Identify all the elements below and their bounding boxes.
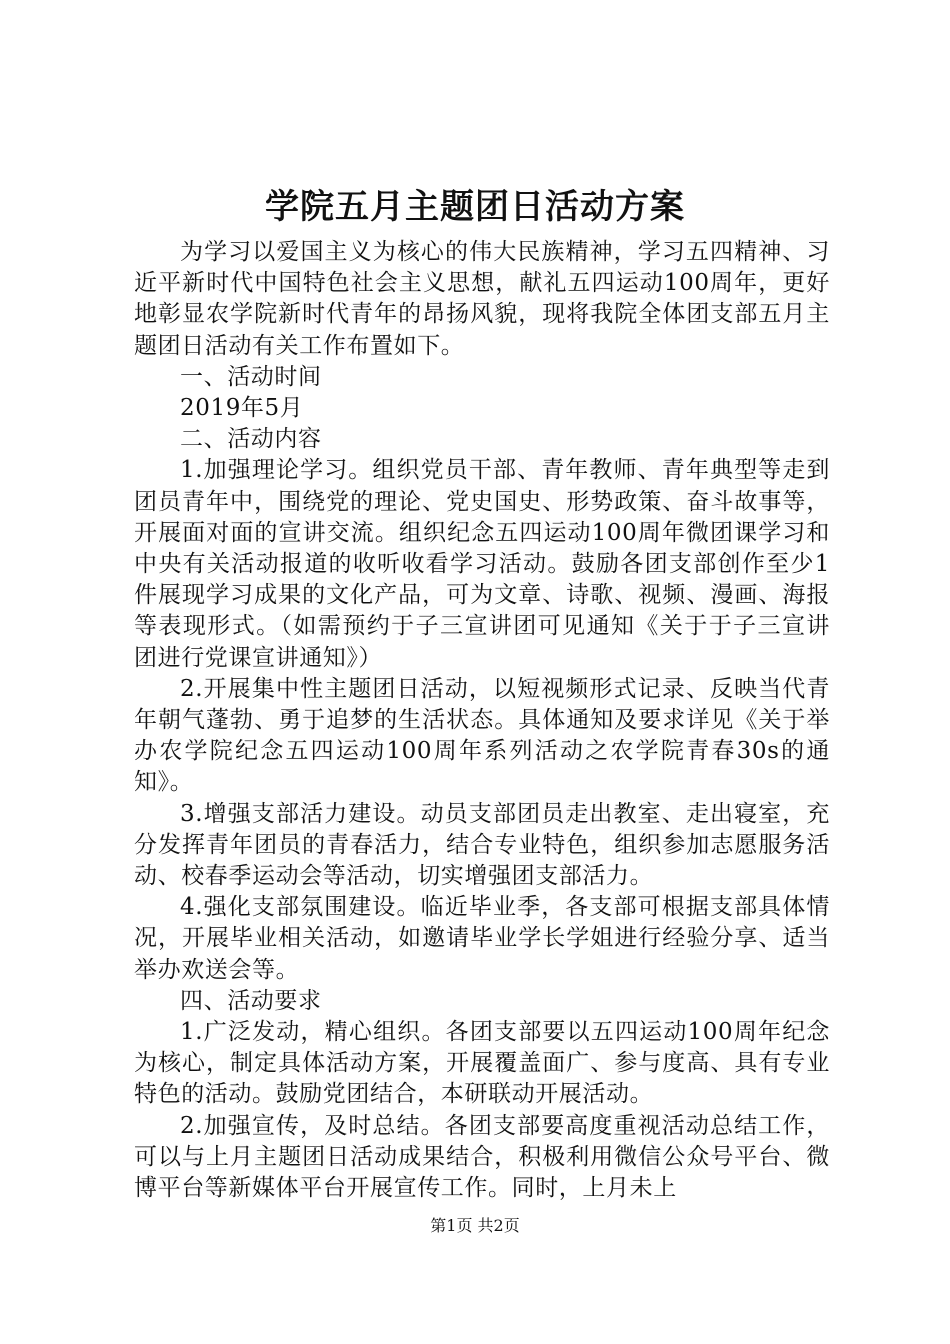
paragraph-date: 2019年5月	[180, 395, 304, 422]
section-heading-requirements: 四、活动要求	[180, 987, 322, 1014]
page-number: 第1页 共2页	[430, 1216, 520, 1235]
paragraph-content-1: 1.加强理论学习。组织党员干部、青年教师、青年典型等走到团员青年中，围绕党的理论、党史国史、形势政策、奋斗故事等，开展面对面的宣讲交流。组织纪念五四运动100周年微团课学习和中央有关活动报道的收听收看学习活动。鼓励各团支部创作至少1件展现学习成果的文化产品，可为文章、诗歌、视频、漫画、海报等表现形式。（如需预约于子三宣讲团可见通知《关于于子三宣讲团进行党课宣讲通知》）	[134, 457, 830, 671]
paragraph-intro: 为学习以爱国主义为核心的伟大民族精神，学习五四精神、习近平新时代中国特色社会主义思想，献礼五四运动100周年，更好地彰显农学院新时代青年的昂扬风貌，现将我院全体团支部五月主题团日活动有关工作布置如下。	[134, 239, 830, 359]
paragraph-requirement-2: 2.加强宣传，及时总结。各团支部要高度重视活动总结工作，可以与上月主题团日活动成果结合，积极利用微信公众号平台、微博平台等新媒体平台开展宣传工作。同时，上月未上	[134, 1112, 830, 1202]
section-heading-content: 二、活动内容	[180, 426, 322, 453]
paragraph-requirement-1: 1.广泛发动，精心组织。各团支部要以五四运动100周年纪念为核心，制定具体活动方案，开展覆盖面广、参与度高、具有专业特色的活动。鼓励党团结合，本研联动开展活动。	[134, 1019, 830, 1108]
section-heading-time: 一、活动时间	[180, 363, 322, 390]
document-title: 学院五月主题团日活动方案	[265, 187, 685, 227]
document-body	[134, 237, 830, 1204]
paragraph-content-2: 2.开展集中性主题团日活动，以短视频形式记录、反映当代青年朝气蓬勃、勇于追梦的生活状态。具体通知及要求详见《关于举办农学院纪念五四运动100周年系列活动之农学院青春30s的通知》。	[134, 675, 830, 796]
paragraph-content-4: 4.强化支部氛围建设。临近毕业季，各支部可根据支部具体情况，开展毕业相关活动，如邀请毕业学长学姐进行经验分享、适当举办欢送会等。	[134, 894, 830, 983]
paragraph-content-3: 3.增强支部活力建设。动员支部团员走出教室、走出寝室，充分发挥青年团员的青春活力，结合专业特色，组织参加志愿服务活动、校春季运动会等活动，切实增强团支部活力。	[134, 800, 830, 890]
